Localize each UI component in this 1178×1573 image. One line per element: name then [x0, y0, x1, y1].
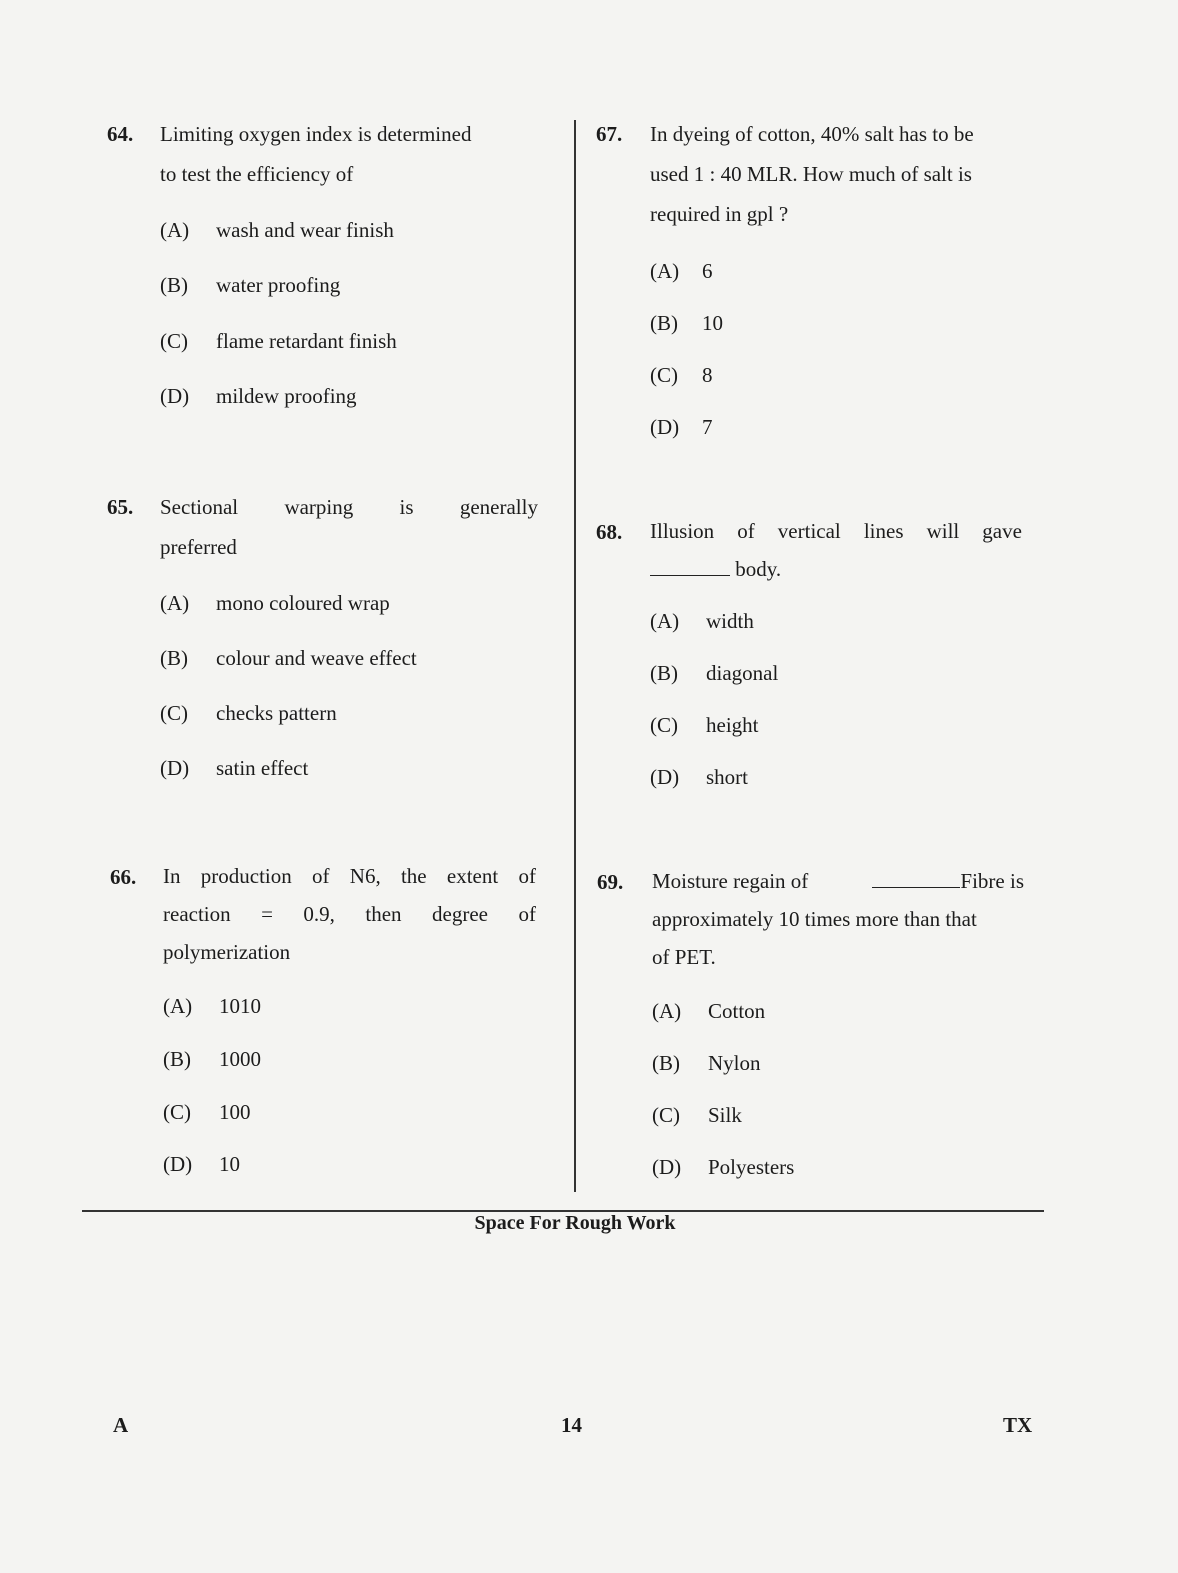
option-d[interactable] [163, 1144, 240, 1184]
option-letter: (C) [650, 363, 678, 387]
option-letter: (A) [650, 259, 680, 283]
option-d[interactable] [652, 1147, 794, 1187]
option-letter: (A) [160, 591, 190, 615]
stem-line [160, 487, 538, 527]
stem-line [650, 550, 1022, 588]
question-stem [650, 114, 1026, 234]
option-text: 8 [702, 363, 713, 387]
question-69 [597, 862, 1037, 1192]
option-text: mildew proofing [216, 384, 357, 408]
option-a[interactable] [652, 991, 765, 1031]
question-68 [596, 512, 1036, 802]
stem-word: of [518, 864, 536, 888]
option-text: flame retardant finish [216, 329, 397, 353]
option-a[interactable] [163, 986, 261, 1026]
option-text: 1010 [219, 994, 261, 1018]
option-text: diagonal [706, 661, 779, 685]
stem-word: degree [432, 902, 488, 926]
option-b[interactable] [650, 303, 723, 343]
option-text: checks pattern [216, 701, 337, 725]
option-text: Polyesters [708, 1155, 795, 1179]
option-b[interactable] [160, 265, 340, 305]
footer-subject-code: TX [1003, 1413, 1033, 1437]
stem-word: Sectional [160, 495, 239, 519]
stem-word: reaction [163, 902, 231, 926]
stem-word: production [200, 864, 292, 888]
stem-word: of [312, 864, 330, 888]
option-text: wash and wear finish [216, 218, 394, 242]
option-letter: (A) [650, 609, 680, 633]
option-c[interactable] [650, 705, 759, 745]
option-text: 6 [702, 259, 713, 283]
option-text: Nylon [708, 1051, 761, 1075]
stem-line: Limiting oxygen index is determined [160, 122, 472, 146]
question-66 [110, 857, 540, 1187]
option-a[interactable] [160, 583, 390, 623]
option-text: Cotton [708, 999, 766, 1023]
stem-word: Fibre is [960, 869, 1024, 893]
option-letter: (B) [650, 661, 678, 685]
option-a[interactable] [160, 210, 394, 250]
stem-line: In dyeing of cotton, 40% salt has to be [650, 122, 974, 146]
option-letter: (B) [163, 1047, 191, 1071]
stem-word: of [518, 902, 536, 926]
option-letter: (B) [160, 273, 188, 297]
option-d[interactable] [160, 748, 308, 788]
stem-word: vertical [777, 519, 841, 543]
stem-word: In [163, 864, 181, 888]
option-text: water proofing [216, 273, 341, 297]
option-b[interactable] [163, 1039, 261, 1079]
option-text: mono coloured wrap [216, 591, 390, 615]
option-letter: (B) [652, 1051, 680, 1075]
stem-line [652, 862, 1024, 900]
option-c[interactable] [163, 1092, 251, 1132]
option-b[interactable] [160, 638, 417, 678]
question-number: 68. [596, 520, 623, 544]
stem-line: polymerization [163, 940, 291, 964]
column-divider [574, 120, 576, 1192]
option-letter: (C) [650, 713, 678, 737]
stem-word: N6, [349, 864, 381, 888]
option-letter: (A) [163, 994, 193, 1018]
option-text: 1000 [219, 1047, 261, 1071]
stem-line: of PET. [652, 945, 716, 969]
option-letter: (C) [163, 1100, 191, 1124]
option-text: short [706, 765, 748, 789]
stem-line: required in gpl ? [650, 202, 789, 226]
question-stem [650, 512, 1022, 588]
stem-line [163, 857, 536, 895]
option-b[interactable] [650, 653, 778, 693]
option-text: 10 [702, 311, 723, 335]
option-letter: (D) [160, 756, 190, 780]
stem-word: then [365, 902, 402, 926]
stem-line: used 1 : 40 MLR. How much of salt is [650, 162, 972, 186]
option-b[interactable] [652, 1043, 761, 1083]
stem-word: Moisture regain of [652, 869, 809, 893]
stem-line: to test the efficiency of [160, 162, 354, 186]
stem-word: will [926, 519, 960, 543]
stem-line: approximately 10 times more than that [652, 907, 977, 931]
option-d[interactable] [650, 407, 713, 447]
answer-blank [872, 865, 960, 888]
option-text: Silk [708, 1103, 742, 1127]
stem-line [650, 512, 1022, 550]
question-stem [652, 862, 1024, 976]
option-letter: (D) [652, 1155, 682, 1179]
stem-word: the [400, 864, 427, 888]
option-text: colour and weave effect [216, 646, 417, 670]
question-stem [163, 857, 536, 971]
stem-word: lines [863, 519, 904, 543]
question-number: 69. [597, 870, 624, 894]
stem-word: = [261, 902, 273, 926]
question-number: 66. [110, 865, 137, 889]
option-c[interactable] [652, 1095, 742, 1135]
option-letter: (D) [650, 765, 680, 789]
footer-page-number: 14 [561, 1413, 582, 1437]
stem-word: body. [735, 557, 782, 581]
option-d[interactable] [650, 757, 748, 797]
stem-word: gave [982, 519, 1022, 543]
stem-word: generally [459, 495, 538, 519]
option-d[interactable] [160, 376, 357, 416]
option-c[interactable] [160, 321, 397, 361]
question-number: 64. [107, 122, 134, 146]
stem-line: preferred [160, 535, 237, 559]
option-c[interactable] [160, 693, 337, 733]
stem-word: of [737, 519, 755, 543]
option-letter: (B) [160, 646, 188, 670]
footer-series-code: A [113, 1413, 129, 1437]
stem-word: 0.9, [303, 902, 335, 926]
stem-line [163, 895, 536, 933]
question-stem [160, 114, 537, 194]
question-number: 67. [596, 122, 623, 146]
stem-word: warping [284, 495, 354, 519]
rough-work-label: Space For Rough Work [474, 1212, 676, 1234]
option-letter: (D) [650, 415, 680, 439]
option-a[interactable] [650, 251, 713, 291]
option-letter: (D) [160, 384, 190, 408]
option-letter: (C) [652, 1103, 680, 1127]
option-text: satin effect [216, 756, 309, 780]
stem-word: extent [446, 864, 499, 888]
option-text: 100 [219, 1100, 251, 1124]
option-letter: (A) [652, 999, 682, 1023]
question-stem [160, 487, 538, 567]
option-text: 7 [702, 415, 713, 439]
option-letter: (C) [160, 701, 188, 725]
option-text: 10 [219, 1152, 240, 1176]
stem-word [872, 862, 1024, 900]
option-text: width [706, 609, 754, 633]
option-letter: (B) [650, 311, 678, 335]
stem-word: is [399, 495, 414, 519]
option-text: height [706, 713, 759, 737]
option-c[interactable] [650, 355, 713, 395]
option-letter: (A) [160, 218, 190, 242]
option-a[interactable] [650, 601, 754, 641]
option-letter: (D) [163, 1152, 193, 1176]
question-number: 65. [107, 495, 134, 519]
question-65 [107, 487, 537, 787]
question-67 [596, 114, 1036, 454]
option-letter: (C) [160, 329, 188, 353]
stem-word: Illusion [650, 519, 715, 543]
answer-blank [650, 553, 730, 576]
question-64 [107, 114, 537, 414]
